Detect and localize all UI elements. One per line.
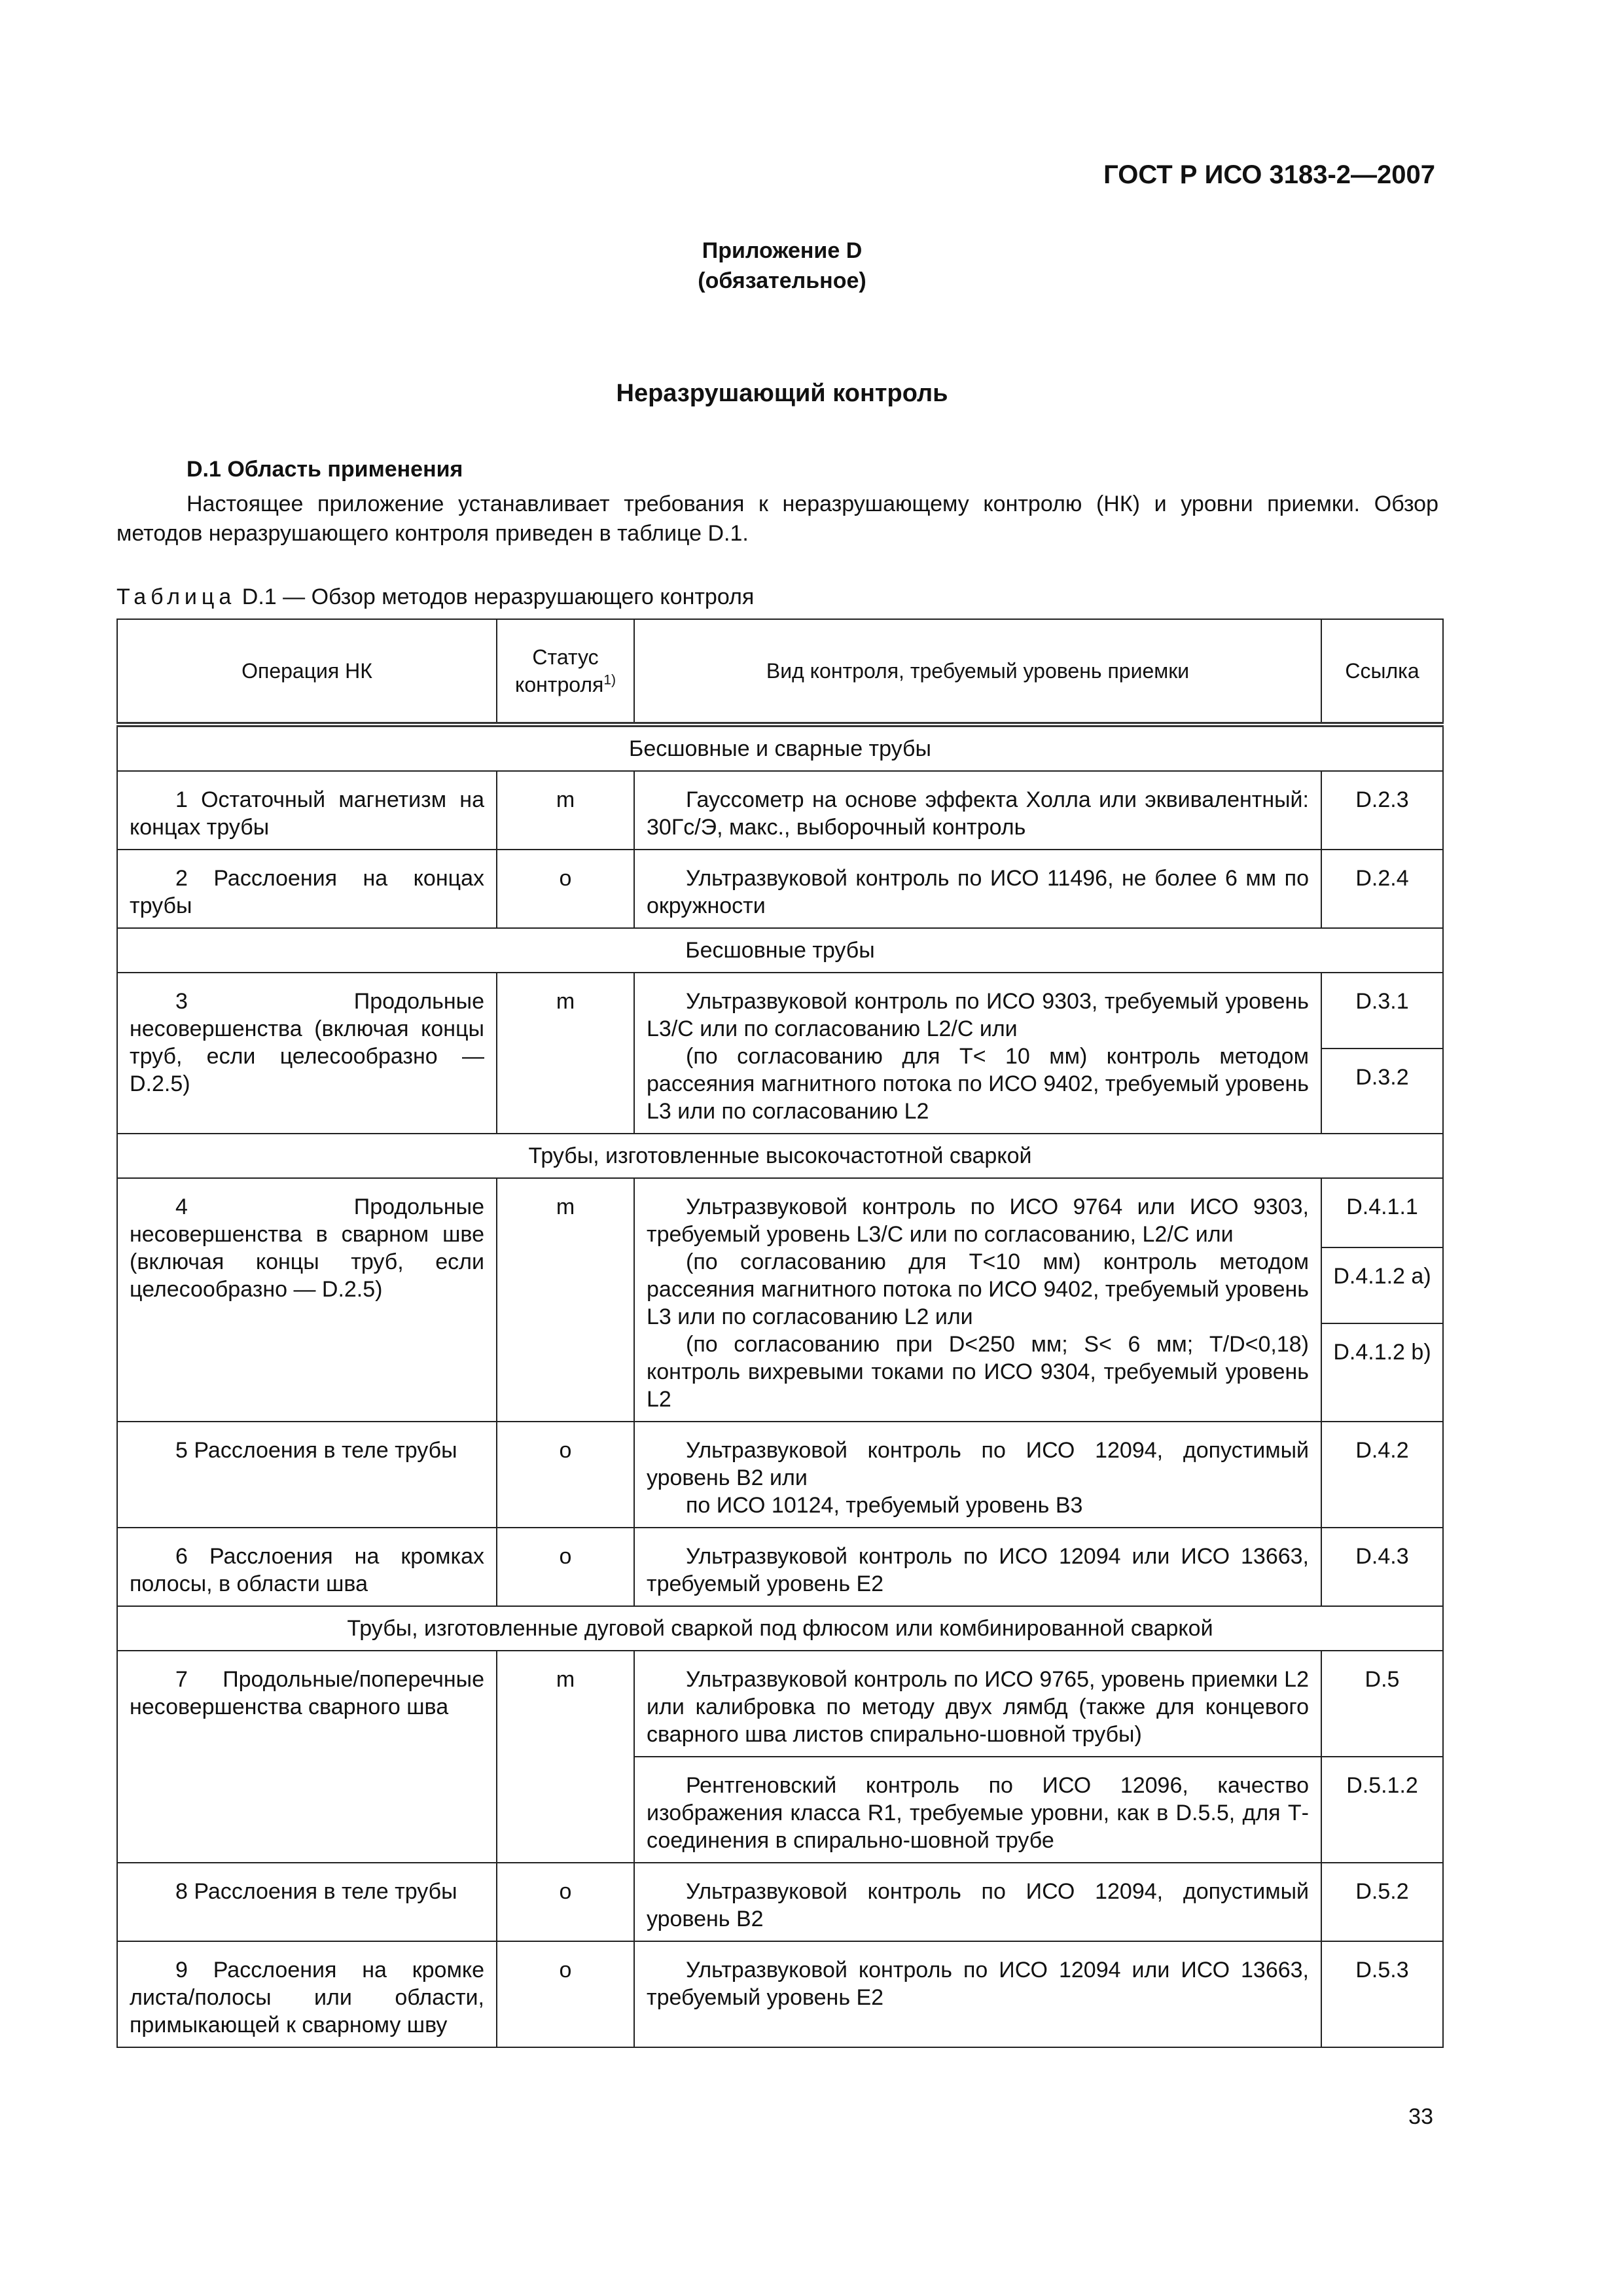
reference-cell: D.5.3 bbox=[1321, 1941, 1443, 2047]
table-caption-label: Таблица bbox=[116, 584, 236, 609]
method-text: Рентгеновский контроль по ИСО 12096, качество изображения класса R1, требуемые уровни, как в D.5.5, для Т-соединения в спирально-шовной трубе bbox=[647, 1773, 1309, 1853]
status-cell: o bbox=[497, 1941, 634, 2047]
reference-cell: D.4.1.1 bbox=[1321, 1178, 1443, 1247]
status-cell: o bbox=[497, 850, 634, 928]
table-row bbox=[117, 1422, 1443, 1528]
method-text: (по согласованию для T<10 мм) контроль методом рассеяния магнитного потока по ИСО 9402, требуемый уровень L3 или по согласованию L2 или bbox=[647, 1249, 1309, 1329]
method-text: (по согласованию для T< 10 мм) контроль методом рассеяния магнитного потока по ИСО 9402, требуемый уровень L3 или по согласованию L2 bbox=[647, 1044, 1309, 1124]
section-cell: Бесшовные и сварные трубы bbox=[117, 725, 1443, 771]
subsection-heading: D.1 Область применения bbox=[187, 457, 463, 482]
table-row bbox=[117, 850, 1443, 928]
section-title: Неразрушающий контроль bbox=[616, 380, 948, 407]
method-text: Ультразвуковой контроль по ИСО 12094, допустимый уровень B2 bbox=[647, 1879, 1309, 1931]
reference-cell: D.5.2 bbox=[1321, 1863, 1443, 1941]
status-cell: m bbox=[497, 973, 634, 1134]
method-text: Ультразвуковой контроль по ИСО 9303, требуемый уровень L3/C или по согласованию L2/C или bbox=[647, 989, 1309, 1041]
table-row bbox=[117, 1941, 1443, 2047]
header-status-text: Статус контроля bbox=[514, 645, 604, 696]
footnote-marker: 1) bbox=[603, 672, 616, 688]
status-cell: o bbox=[497, 1528, 634, 1606]
section-row bbox=[117, 725, 1443, 771]
method-cell bbox=[634, 1422, 1321, 1528]
table-row bbox=[117, 1528, 1443, 1606]
operation-cell: 9 Расслоения на кромке листа/полосы или области, примыкающей к сварному шву bbox=[117, 1941, 497, 2047]
method-text: Ультразвуковой контроль по ИСО 12094, допустимый уровень B2 или bbox=[647, 1438, 1309, 1490]
method-text: (по согласованию при D<250 мм; S< 6 мм; T/D<0,18) контроль вихревыми токами по ИСО 9304, требуемый уровень L2 bbox=[647, 1332, 1309, 1412]
reference-cell: D.4.3 bbox=[1321, 1528, 1443, 1606]
operation-cell: 4 Продольные несовершенства в сварном шве (включая концы труб, если целесообразно — D.2.5) bbox=[117, 1178, 497, 1422]
section-row bbox=[117, 1134, 1443, 1178]
method-text: Ультразвуковой контроль по ИСО 9765, уровень приемки L2 или калибровка по методу двух лямбд (также для концевого сварного шва листов спирально-шовной трубы) bbox=[647, 1667, 1309, 1747]
header-method: Вид контроля, требуемый уровень приемки bbox=[634, 619, 1321, 725]
status-cell: m bbox=[497, 771, 634, 850]
appendix-heading bbox=[0, 236, 1564, 296]
method-cell bbox=[634, 1178, 1321, 1422]
appendix-subtitle: (обязательное) bbox=[698, 268, 866, 293]
table-row bbox=[117, 1863, 1443, 1941]
method-cell bbox=[634, 1651, 1321, 1757]
method-cell bbox=[634, 1863, 1321, 1941]
ndt-overview-table bbox=[116, 619, 1444, 2048]
method-cell bbox=[634, 850, 1321, 928]
reference-cell: D.3.1 bbox=[1321, 973, 1443, 1049]
operation-cell: 5 Расслоения в теле трубы bbox=[117, 1422, 497, 1528]
method-text: Ультразвуковой контроль по ИСО 12094 или ИСО 13663, требуемый уровень E2 bbox=[647, 1958, 1309, 2010]
document-code: ГОСТ Р ИСО 3183-2—2007 bbox=[1103, 160, 1435, 189]
reference-cell: D.4.1.2 b) bbox=[1321, 1323, 1443, 1422]
table-row bbox=[117, 771, 1443, 850]
reference-cell: D.2.3 bbox=[1321, 771, 1443, 850]
method-text: Ультразвуковой контроль по ИСО 9764 или ИСО 9303, требуемый уровень L3/C или по согласованию, L2/C или bbox=[647, 1194, 1309, 1247]
method-text: Ультразвуковой контроль по ИСО 12094 или ИСО 13663, требуемый уровень E2 bbox=[647, 1544, 1309, 1596]
reference-cell: D.2.4 bbox=[1321, 850, 1443, 928]
operation-cell: 1 Остаточный магнетизм на концах трубы bbox=[117, 771, 497, 850]
table-caption-text: D.1 — Обзор методов неразрушающего контроля bbox=[241, 584, 755, 609]
reference-cell: D.5 bbox=[1321, 1651, 1443, 1757]
status-cell: o bbox=[497, 1863, 634, 1941]
reference-cell: D.5.1.2 bbox=[1321, 1757, 1443, 1863]
table-caption bbox=[116, 584, 754, 610]
operation-cell: 8 Расслоения в теле трубы bbox=[117, 1863, 497, 1941]
operation-cell: 7 Продольные/поперечные несовершенства сварного шва bbox=[117, 1651, 497, 1863]
section-cell: Трубы, изготовленные дуговой сваркой под флюсом или комбинированной сваркой bbox=[117, 1606, 1443, 1651]
method-cell bbox=[634, 973, 1321, 1134]
section-row bbox=[117, 928, 1443, 973]
header-status bbox=[497, 619, 634, 725]
table-row bbox=[117, 1651, 1443, 1757]
method-cell bbox=[634, 1941, 1321, 2047]
operation-cell: 2 Расслоения на концах трубы bbox=[117, 850, 497, 928]
method-text: Гауссометр на основе эффекта Холла или эквивалентный: 30Гс/Э, макс., выборочный контроль bbox=[647, 787, 1309, 840]
reference-cell: D.3.2 bbox=[1321, 1049, 1443, 1134]
status-cell: m bbox=[497, 1178, 634, 1422]
operation-cell: 6 Расслоения на кромках полосы, в области шва bbox=[117, 1528, 497, 1606]
section-row bbox=[117, 1606, 1443, 1651]
header-reference: Ссылка bbox=[1321, 619, 1443, 725]
page-number: 33 bbox=[1408, 2104, 1433, 2129]
method-text: Ультразвуковой контроль по ИСО 11496, не более 6 мм по окружности bbox=[647, 866, 1309, 918]
table-row bbox=[117, 1178, 1443, 1247]
appendix-title: Приложение D bbox=[702, 238, 863, 263]
intro-paragraph: Настоящее приложение устанавливает требования к неразрушающему контролю (НК) и уровни приемки. Обзор методов неразрушающего контроля приведен в таблице D.1. bbox=[116, 492, 1438, 546]
section-cell: Трубы, изготовленные высокочастотной сваркой bbox=[117, 1134, 1443, 1178]
status-cell: m bbox=[497, 1651, 634, 1863]
method-cell bbox=[634, 1757, 1321, 1863]
section-cell: Бесшовные трубы bbox=[117, 928, 1443, 973]
status-cell: o bbox=[497, 1422, 634, 1528]
reference-cell: D.4.1.2 a) bbox=[1321, 1247, 1443, 1323]
table-header-row bbox=[117, 619, 1443, 725]
method-text: по ИСО 10124, требуемый уровень B3 bbox=[686, 1493, 1083, 1518]
method-cell bbox=[634, 771, 1321, 850]
table-row bbox=[117, 973, 1443, 1049]
method-cell bbox=[634, 1528, 1321, 1606]
reference-cell: D.4.2 bbox=[1321, 1422, 1443, 1528]
header-operation: Операция НК bbox=[117, 619, 497, 725]
operation-cell: 3 Продольные несовершенства (включая концы труб, если целесообразно — D.2.5) bbox=[117, 973, 497, 1134]
